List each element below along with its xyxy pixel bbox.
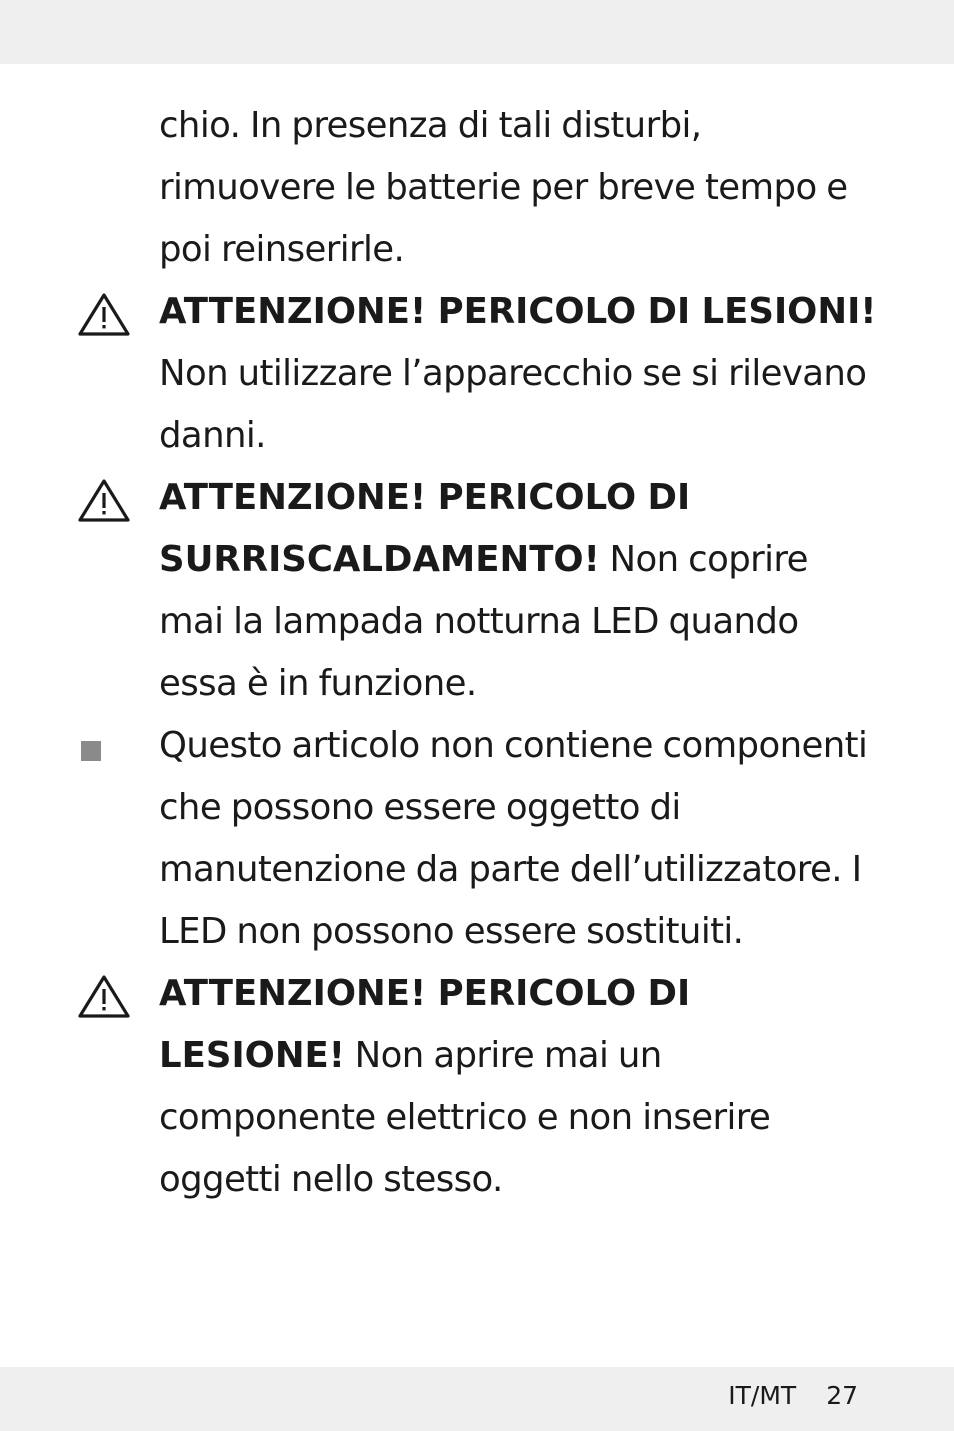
warning-title: ATTENZIONE! PERICOLO DI LESIONE! — [159, 973, 691, 1076]
warning-text: Non coprire mai la lampada notturna LED quando essa è in funzione. — [159, 539, 808, 704]
warning-title: ATTENZIONE! PERICOLO DI SURRISCALDAMENTO! — [159, 477, 691, 580]
warning-triangle-icon — [77, 973, 131, 1019]
warning-text: Non utilizzare l’apparecchio se si rilevano danni. — [159, 353, 867, 456]
warning-title: ATTENZIONE! PERICOLO DI LESIONI! — [159, 291, 877, 332]
page-content — [0, 95, 954, 1211]
warning-triangle-icon — [77, 477, 131, 523]
square-bullet-icon — [81, 741, 101, 761]
bullet-text: Questo articolo non contiene componenti che possono essere oggetto di manutenzione da parte dell’utilizzatore. I LED non possono essere sostituiti. — [159, 725, 868, 952]
paragraph-continuation — [159, 95, 879, 281]
warning-overheating — [159, 467, 879, 715]
warning-text: Non aprire mai un componente elettrico e non inserire oggetti nello stesso. — [159, 1035, 771, 1200]
warning-injury-damage — [159, 281, 879, 467]
language-code: IT/MT — [728, 1381, 797, 1410]
top-band — [0, 0, 954, 64]
page-number: 27 — [826, 1381, 858, 1410]
paragraph-text: chio. In presenza di tali disturbi, rimuovere le batterie per breve tempo e poi reinserirle. — [159, 105, 848, 270]
warning-triangle-icon — [77, 291, 131, 337]
bullet-item-maintenance — [159, 715, 879, 963]
warning-injury-electric — [159, 963, 879, 1211]
page-footer — [728, 1376, 858, 1416]
